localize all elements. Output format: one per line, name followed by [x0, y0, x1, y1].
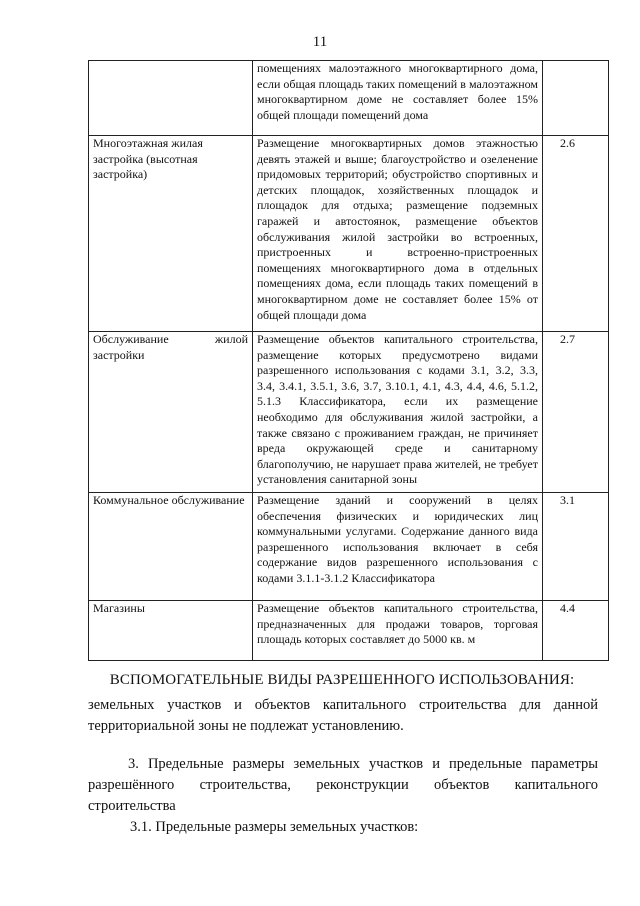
table-row	[89, 332, 609, 493]
code-cell	[543, 61, 609, 136]
table-row	[89, 601, 609, 661]
land-use-table	[88, 60, 609, 661]
use-type-cell	[89, 61, 253, 136]
use-type-word: жилой	[214, 332, 248, 346]
use-type-word: застройки	[93, 347, 145, 362]
code-cell: 3.1	[543, 493, 609, 601]
use-type-cell: Магазины	[89, 601, 253, 661]
subsection-paragraph: 3.1. Предельные размеры земельных участков:	[130, 819, 419, 835]
use-type-word: Обслуживание	[93, 332, 169, 346]
table-row	[89, 136, 609, 332]
section-paragraph: 3. Предельные размеры земельных участков и предельные параметры разрешённого строительства, реконструкции объектов капитального строительства	[88, 756, 598, 814]
table-row	[89, 61, 609, 136]
section-heading: ВСПОМОГАТЕЛЬНЫЕ ВИДЫ РАЗРЕШЕННОГО ИСПОЛЬЗОВАНИЯ:	[109, 672, 575, 688]
use-type-cell: Многоэтажная жилая застройка (высотная застройка)	[89, 136, 253, 332]
description-cell: Размещение объектов капитального строительства, размещение которых предусмотрено видами разрешенного использования с кодами 3.1, 3.2, 3.3, 3.4, 3.4.1, 3.5.1, 3.6, 3.7, 3.10.1, 4.1, 4.3, 4.4, 4.6, 5.1.2, 5.1.3 Классификатора, если их размещение необходимо для обслуживания жилой застройки, а также связано с проживанием граждан, не причиняет вреда окружающей среде и санитарному благополучию, не нарушает права жителей, не требует установления санитарной зоны	[253, 332, 543, 493]
use-type-cell	[89, 332, 253, 493]
page-number: 11	[312, 34, 328, 50]
code-cell: 4.4	[543, 601, 609, 661]
description-cell: помещениях малоэтажного многоквартирного дома, если общая площадь таких помещений в малоэтажном многоквартирном доме не составляет более 15% общей площади помещений дома	[253, 61, 543, 136]
description-cell: Размещение объектов капитального строительства, предназначенных для продажи товаров, торговая площадь которых составляет до 5000 кв. м	[253, 601, 543, 661]
code-cell: 2.7	[543, 332, 609, 493]
table-row	[89, 493, 609, 601]
use-type-cell: Коммунальное обслуживание	[89, 493, 253, 601]
description-cell: Размещение многоквартирных домов этажностью девять этажей и выше; благоустройство и озеленение придомовых территорий; обустройство спортивных и детских площадок, хозяйственных площадок и площадок для отдыха; размещение подземных гаражей и автостоянок, размещение объектов обслуживания жилой застройки во встроенных, пристроенных и встроенно-пристроенных помещениях многоквартирного дома в отдельных помещениях дома, если площадь таких помещений в многоквартирном доме не составляет более 15% от общей площади дома	[253, 136, 543, 332]
code-cell: 2.6	[543, 136, 609, 332]
description-cell: Размещение зданий и сооружений в целях обеспечения физических и юридических лиц коммунальными услугами. Содержание данного вида разрешенного использования включает в себя содержание видов разрешенного использования с кодами 3.1.1-3.1.2 Классификатора	[253, 493, 543, 601]
body-paragraph: земельных участков и объектов капитального строительства для данной территориальной зоны не подлежат установлению.	[88, 697, 598, 734]
